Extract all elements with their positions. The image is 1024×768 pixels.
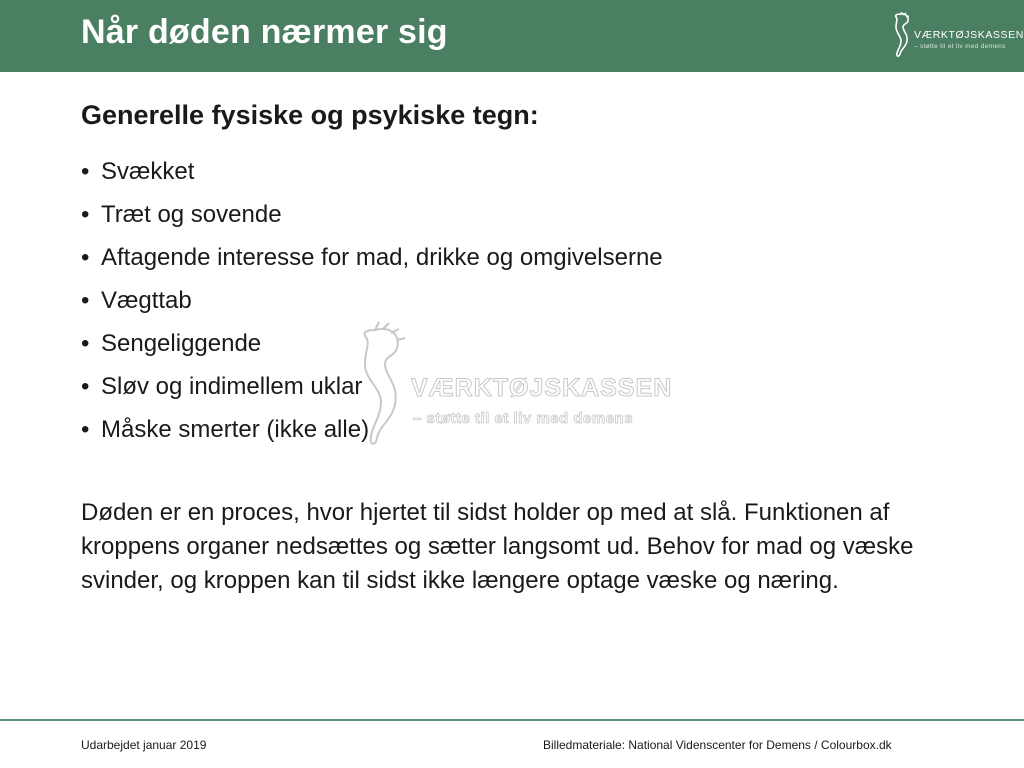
list-item: [81, 193, 663, 236]
seahorse-icon: [890, 12, 912, 58]
list-item-text: Sengeliggende: [101, 330, 262, 357]
list-item: [81, 279, 663, 322]
bullet-marker: •: [81, 158, 90, 185]
watermark-tagline: – støtte til et liv med demens: [413, 410, 634, 427]
list-item-text: Sløv og indimellem uklar: [101, 373, 363, 400]
watermark: [345, 320, 685, 450]
list-item-text: Træt og sovende: [101, 201, 282, 228]
section-heading: Generelle fysiske og psykiske tegn:: [81, 100, 539, 130]
bullet-marker: •: [81, 330, 90, 357]
list-item: [81, 236, 663, 279]
logo-tagline: – støtte til et liv med demens: [914, 43, 1006, 50]
list-item-text: Aftagende interesse for mad, drikke og omgivelserne: [101, 244, 663, 271]
bullet-marker: •: [81, 287, 90, 314]
bullet-marker: •: [81, 201, 90, 228]
list-item-text: Vægttab: [101, 287, 192, 314]
list-item-text: Svækket: [101, 158, 195, 185]
footer-date: Udarbejdet januar 2019: [81, 738, 207, 752]
body-paragraph: Døden er en proces, hvor hjertet til sidst holder op med at slå. Funktionen af kroppens organer nedsættes og sætter langsomt ud. Behov for mad og væske svinder, og kroppen kan til sidst ikke længere optage væske og næring.: [81, 499, 914, 594]
slide-title: Når døden nærmer sig: [81, 13, 448, 51]
logo: [890, 12, 1024, 62]
footer-divider: [0, 719, 1024, 721]
logo-name: VÆRKTØJSKASSEN: [914, 29, 1024, 41]
bullet-marker: •: [81, 244, 90, 271]
list-item: [81, 150, 663, 193]
header-bar: [0, 0, 1024, 72]
list-item-text: Måske smerter (ikke alle): [101, 416, 370, 443]
footer-credits: Billedmateriale: National Videnscenter for Demens / Colourbox.dk: [543, 738, 892, 752]
bullet-marker: •: [81, 373, 90, 400]
bullet-marker: •: [81, 416, 90, 443]
watermark-name: VÆRKTØJSKASSEN: [411, 374, 673, 402]
seahorse-icon: [345, 320, 415, 450]
